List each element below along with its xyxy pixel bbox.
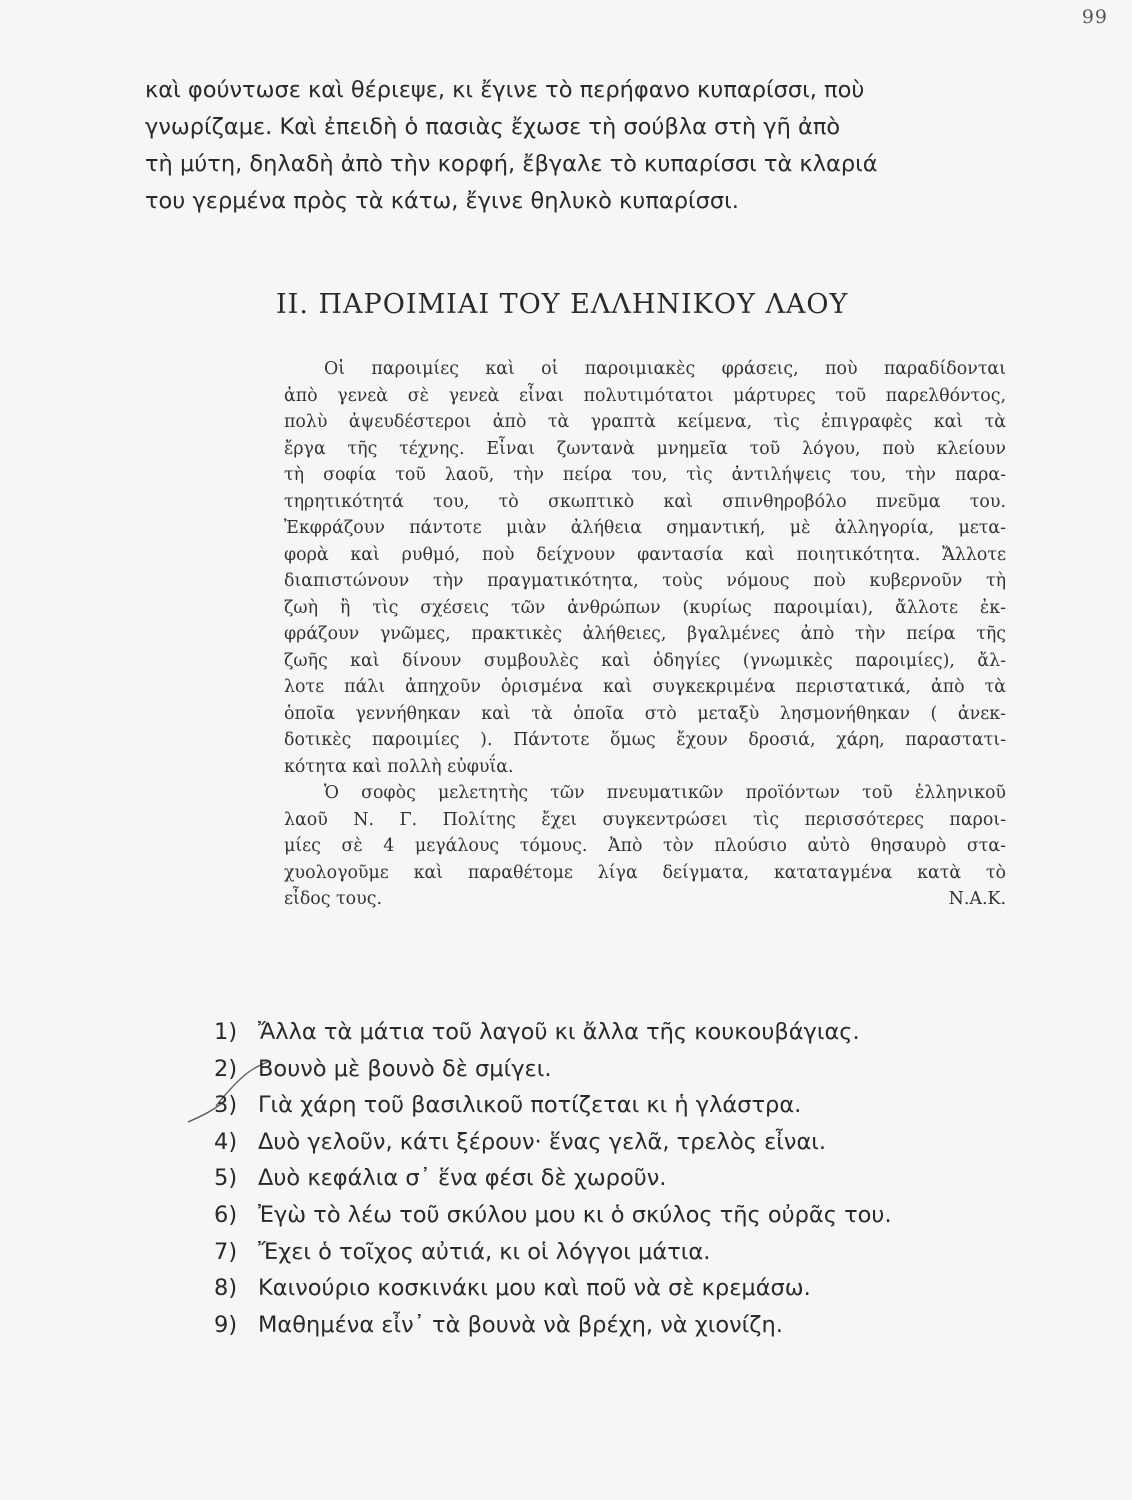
prose-line: λαοῦ Ν. Γ. Πολίτης ἔχει συγκεντρώσει τὶς περισσότερες παροι- xyxy=(284,809,1006,830)
prose-line: Οἱ παροιμίες καὶ οἱ παροιμιακὲς φράσεις, ποὺ παραδίδονται xyxy=(324,359,1006,379)
proverb-number: 7) xyxy=(214,1238,238,1265)
proverb-number: 3) xyxy=(214,1092,238,1119)
proverb-text: Ἄλλα τὰ μάτια τοῦ λαγοῦ κι ἄλλα τῆς κουκουβάγιας. xyxy=(258,1019,860,1045)
proverb-item xyxy=(214,1014,892,1051)
page-number: 99 xyxy=(1081,6,1108,28)
prose-line: πολὺ ἀψευδέστεροι ἀπὸ τὰ γραπτὰ κείμενα, τὶς ἐπιγραφὲς καὶ τὰ xyxy=(284,412,1006,432)
proverb-number: 8) xyxy=(214,1275,238,1302)
proverb-number: 9) xyxy=(214,1311,238,1338)
proverb-text: Ἐγὼ τὸ λέω τοῦ σκύλου μου κι ὁ σκύλος τῆς οὐρᾶς του. xyxy=(258,1201,892,1228)
proverb-number: 6) xyxy=(214,1201,238,1228)
intro-line: του γερμένα πρὸς τὰ κάτω, ἔγινε θηλυκὸ κυπαρίσσι. xyxy=(145,188,739,214)
prose-line: χυολογοῦμε καὶ παραθέτομε λίγα δείγματα, καταταγμένα κατὰ τὸ xyxy=(284,862,1006,883)
intro-line: τὴ μύτη, δηλαδὴ ἀπὸ τὴν κορφή, ἔβγαλε τὸ κυπαρίσσι τὰ κλαριά xyxy=(145,151,878,177)
prose-line: ἀπὸ γενεὰ σὲ γενεὰ εἶναι πολυτιμότατοι μάρτυρες τοῦ παρελθόντος, xyxy=(284,385,1006,406)
prose-line: ζωὴ ἢ τὶς σχέσεις τῶν ἀνθρώπων (κυρίως παροιμίαι), ἄλλοτε ἐκ- xyxy=(284,597,1006,618)
prose-line: Ἐκφράζουν πάντοτε μιὰν ἀλήθεια σημαντική, μὲ ἀλληγορία, μετα- xyxy=(284,518,1006,538)
intro-line: καὶ φούντωσε καὶ θέριεψε, κι ἔγινε τὸ περήφανο κυπαρίσσι, ποὺ xyxy=(145,77,865,103)
prose-line: Ὁ σοφὸς μελετητὴς τῶν πνευματικῶν προϊόντων τοῦ ἑλληνικοῦ xyxy=(324,783,1006,803)
proverbs-introduction xyxy=(284,356,1006,913)
closing-line xyxy=(284,886,1006,913)
proverb-item xyxy=(214,1234,892,1271)
prose-line: φορὰ καὶ ρυθμό, ποὺ δείχνουν φαντασία καὶ ποιητικότητα. Ἄλλοτε xyxy=(284,544,1006,565)
prose-line: μίες σὲ 4 μεγάλους τόμους. Ἀπὸ τὸν πλούσιο αὐτὸ θησαυρὸ στα- xyxy=(284,836,1006,856)
proverb-text: Βουνὸ μὲ βουνὸ δὲ σμίγει. xyxy=(258,1055,552,1082)
proverb-number: 4) xyxy=(214,1128,238,1155)
proverb-item xyxy=(214,1160,892,1197)
proverb-text: Ἔχει ὁ τοῖχος αὐτιά, κι οἱ λόγγοι μάτια. xyxy=(258,1238,711,1265)
prose-line: ζωῆς καὶ δίνουν συμβουλὲς καὶ ὁδηγίες (γνωμικὲς παροιμίες), ἄλ- xyxy=(284,650,1006,671)
proverb-item xyxy=(214,1270,892,1307)
proverb-item xyxy=(214,1087,892,1124)
proverb-text: Δυὸ γελοῦν, κάτι ξέρουν· ἕνας γελᾶ, τρελὸς εἶναι. xyxy=(258,1128,827,1155)
proverb-item xyxy=(214,1051,892,1088)
prose-line: ὁποῖα γεννήθηκαν καὶ τὰ ὁποῖα στὸ μεταξὺ λησμονήθηκαν ( ἀνεκ- xyxy=(284,703,1006,724)
prose-line: τὴ σοφία τοῦ λαοῦ, τὴν πείρα του, τὶς ἀντιλήψεις του, τὴν παρα- xyxy=(284,465,1006,485)
prose-line: κότητα καὶ πολλὴ εὐφυΐα. xyxy=(284,756,514,777)
prose-line: δοτικὲς παροιμίες ). Πάντοτε ὅμως ἔχουν δροσιά, χάρη, παραστατι- xyxy=(284,730,1006,750)
prose-line: λοτε πάλι ἀπηχοῦν ὁρισμένα καὶ συγκεκριμένα περιστατικά, ἀπὸ τὰ xyxy=(284,677,1006,697)
proverb-text: Γιὰ χάρη τοῦ βασιλικοῦ ποτίζεται κι ἡ γλάστρα. xyxy=(258,1092,802,1119)
proverb-number: 1) xyxy=(214,1019,238,1045)
proverb-item xyxy=(214,1197,892,1234)
prose-line: τηρητικότητά του, τὸ σκωπτικὸ καὶ σπινθηροβόλο πνεῦμα του. xyxy=(284,491,1006,512)
proverbs-list xyxy=(214,1014,892,1343)
section-title: II. ΠΑΡΟΙΜΙΑΙ ΤΟΥ ΕΛΛΗΝΙΚΟΥ ΛΑΟΥ xyxy=(276,289,849,320)
author-signature: Ν.Α.Κ. xyxy=(948,889,1006,909)
proverb-number: 2) xyxy=(214,1055,238,1082)
proverb-item xyxy=(214,1307,892,1344)
proverb-number: 5) xyxy=(214,1165,238,1192)
intro-line: γνωρίζαμε. Καὶ ἐπειδὴ ὁ πασιὰς ἔχωσε τὴ σούβλα στὴ γῆ ἀπὸ xyxy=(145,114,841,140)
proverb-text: Δυὸ κεφάλια σ᾿ ἕνα φέσι δὲ χωροῦν. xyxy=(258,1165,667,1192)
proverb-item xyxy=(214,1124,892,1161)
proverb-text: Καινούριο κοσκινάκι μου καὶ ποῦ νὰ σὲ κρεμάσω. xyxy=(258,1275,811,1302)
prose-line: ἔργα τῆς τέχνης. Εἶναι ζωντανὰ μνημεῖα τοῦ λόγου, ποὺ κλείουν xyxy=(284,438,1006,459)
prose-line: φράζουν γνῶμες, πρακτικὲς ἀλήθειες, βγαλμένες ἀπὸ τὴν πείρα τῆς xyxy=(284,624,1006,644)
proverb-text: Μαθημένα εἶν᾿ τὰ βουνὰ νὰ βρέχη, νὰ χιονίζη. xyxy=(258,1311,783,1338)
prose-line: διαπιστώνουν τὴν πραγματικότητα, τοὺς νόμους ποὺ κυβερνοῦν τὴ xyxy=(284,571,1006,591)
intro-paragraph xyxy=(145,72,1003,220)
prose-last-line: εἶδος τους. xyxy=(284,889,382,909)
